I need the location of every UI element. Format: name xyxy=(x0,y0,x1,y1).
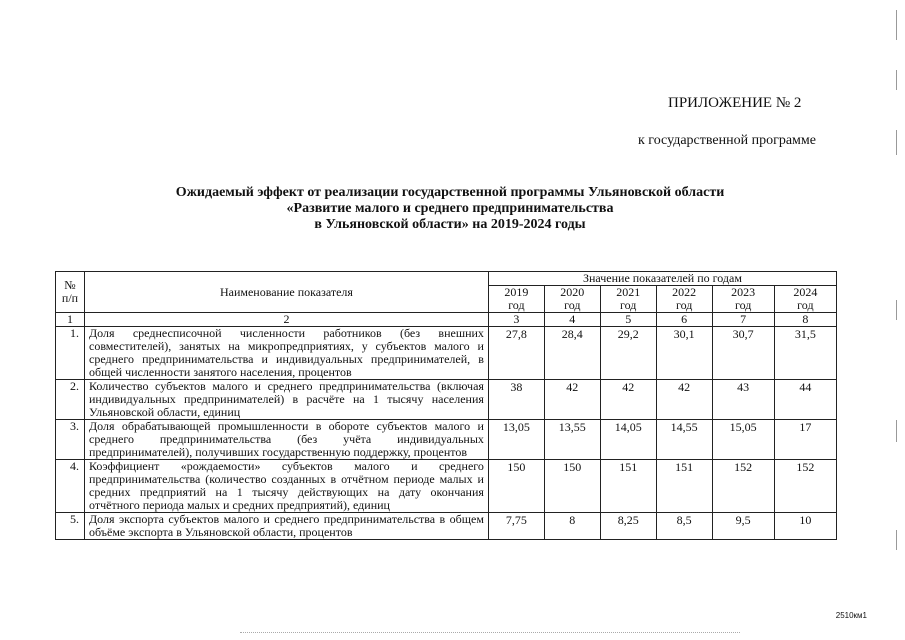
indicator-value: 42 xyxy=(600,380,656,420)
indicators-table xyxy=(55,271,837,540)
year-value: 2019 xyxy=(504,285,529,299)
title-line-3: в Ульяновской области» на 2019-2024 годы xyxy=(314,217,586,232)
column-index-cell: 2 xyxy=(85,313,489,327)
indicator-value: 150 xyxy=(488,460,544,513)
indicator-value: 28,4 xyxy=(544,327,600,380)
year-header xyxy=(774,286,836,313)
indicator-value: 8 xyxy=(544,513,600,540)
scan-bottom-artifact xyxy=(240,632,740,633)
indicator-value: 30,1 xyxy=(656,327,712,380)
col-header-name: Наименование показателя xyxy=(85,272,489,313)
year-header xyxy=(600,286,656,313)
col-header-values-by-year: Значение показателей по годам xyxy=(488,272,836,286)
title-line-2: «Развитие малого и среднего предпринимательства xyxy=(286,201,614,216)
indicator-value: 44 xyxy=(774,380,836,420)
indicator-value: 152 xyxy=(712,460,774,513)
row-number: 1. xyxy=(56,327,85,380)
year-value: 2024 xyxy=(793,285,818,299)
column-index-cell: 1 xyxy=(56,313,85,327)
table-row xyxy=(56,513,837,540)
indicator-value: 14,05 xyxy=(600,420,656,460)
indicator-value: 15,05 xyxy=(712,420,774,460)
table-row xyxy=(56,420,837,460)
indicator-value: 150 xyxy=(544,460,600,513)
scan-edge-mark xyxy=(896,130,897,155)
year-unit: год xyxy=(564,298,581,312)
year-unit: год xyxy=(675,298,693,312)
scan-edge-mark xyxy=(896,420,897,442)
appendix-label: ПРИЛОЖЕНИЕ № 2 xyxy=(668,95,802,111)
table-body xyxy=(56,327,837,540)
indicator-name: Доля обрабатывающей промышленности в обороте субъектов малого и среднего предпринимательства (без учёта индивидуальных предпринимателей), получивших государственную поддержку, процентов xyxy=(85,420,489,460)
indicators-table-wrapper xyxy=(55,271,837,540)
column-index-cell: 4 xyxy=(544,313,600,327)
indicator-value: 10 xyxy=(774,513,836,540)
year-header xyxy=(712,286,774,313)
column-index-cell: 8 xyxy=(774,313,836,327)
year-unit: год xyxy=(734,298,752,312)
col-header-number: № п/п xyxy=(56,272,85,313)
indicator-value: 43 xyxy=(712,380,774,420)
year-unit: год xyxy=(508,298,525,312)
indicator-name: Доля экспорта субъектов малого и среднего предпринимательства в общем объёме экспорта в Ульяновской области, процентов xyxy=(85,513,489,540)
indicator-value: 14,55 xyxy=(656,420,712,460)
indicator-value: 9,5 xyxy=(712,513,774,540)
indicator-value: 38 xyxy=(488,380,544,420)
program-reference: к государственной программе xyxy=(638,133,816,148)
row-number: 5. xyxy=(56,513,85,540)
year-value: 2021 xyxy=(616,285,641,299)
indicator-name: Коэффициент «рождаемости» субъектов малого и среднего предпринимательства (количество созданных в отчётном периоде малых и средних предприятий на 1 тысячу действующих на дату окончания отчётного периода малых и средних предприятий), единиц xyxy=(85,460,489,513)
scan-edge-mark xyxy=(896,10,897,40)
table-row xyxy=(56,460,837,513)
indicator-value: 7,75 xyxy=(488,513,544,540)
year-header xyxy=(544,286,600,313)
column-index-cell: 3 xyxy=(488,313,544,327)
year-unit: год xyxy=(620,298,637,312)
column-index-cell: 5 xyxy=(600,313,656,327)
indicator-value: 8,5 xyxy=(656,513,712,540)
year-header xyxy=(488,286,544,313)
indicator-value: 152 xyxy=(774,460,836,513)
column-index-cell: 7 xyxy=(712,313,774,327)
year-value: 2023 xyxy=(731,285,756,299)
indicator-value: 42 xyxy=(544,380,600,420)
row-number: 3. xyxy=(56,420,85,460)
indicator-value: 30,7 xyxy=(712,327,774,380)
indicator-value: 8,25 xyxy=(600,513,656,540)
table-row xyxy=(56,327,837,380)
indicator-name: Количество субъектов малого и среднего предпринимательства (включая индивидуальных предпринимателей) в расчёте на 1 тысячу населения Ульяновской области, единиц xyxy=(85,380,489,420)
document-title xyxy=(100,185,800,233)
indicator-value: 151 xyxy=(656,460,712,513)
year-value: 2022 xyxy=(672,285,697,299)
table-row xyxy=(56,380,837,420)
column-index-cell: 6 xyxy=(656,313,712,327)
indicator-value: 31,5 xyxy=(774,327,836,380)
table-index-row xyxy=(56,313,837,327)
indicator-value: 29,2 xyxy=(600,327,656,380)
indicator-value: 13,55 xyxy=(544,420,600,460)
year-header xyxy=(656,286,712,313)
row-number: 4. xyxy=(56,460,85,513)
indicator-value: 27,8 xyxy=(488,327,544,380)
indicator-value: 17 xyxy=(774,420,836,460)
table-header-row xyxy=(56,272,837,286)
indicator-value: 13,05 xyxy=(488,420,544,460)
year-value: 2020 xyxy=(560,285,585,299)
footer-code: 2510км1 xyxy=(835,611,867,620)
scan-edge-mark xyxy=(896,300,897,320)
indicator-value: 151 xyxy=(600,460,656,513)
indicator-name: Доля среднесписочной численности работников (без внешних совместителей), занятых на микропредприятиях, у субъектов малого и среднего предпринимательства и индивидуальных предпринимателей, в общей численности занятого населения, процентов xyxy=(85,327,489,380)
scan-edge-mark xyxy=(896,530,897,550)
indicator-value: 42 xyxy=(656,380,712,420)
year-unit: год xyxy=(797,298,814,312)
scan-edge-mark xyxy=(896,70,897,90)
row-number: 2. xyxy=(56,380,85,420)
title-line-1: Ожидаемый эффект от реализации государственной программы Ульяновской области xyxy=(175,185,725,200)
